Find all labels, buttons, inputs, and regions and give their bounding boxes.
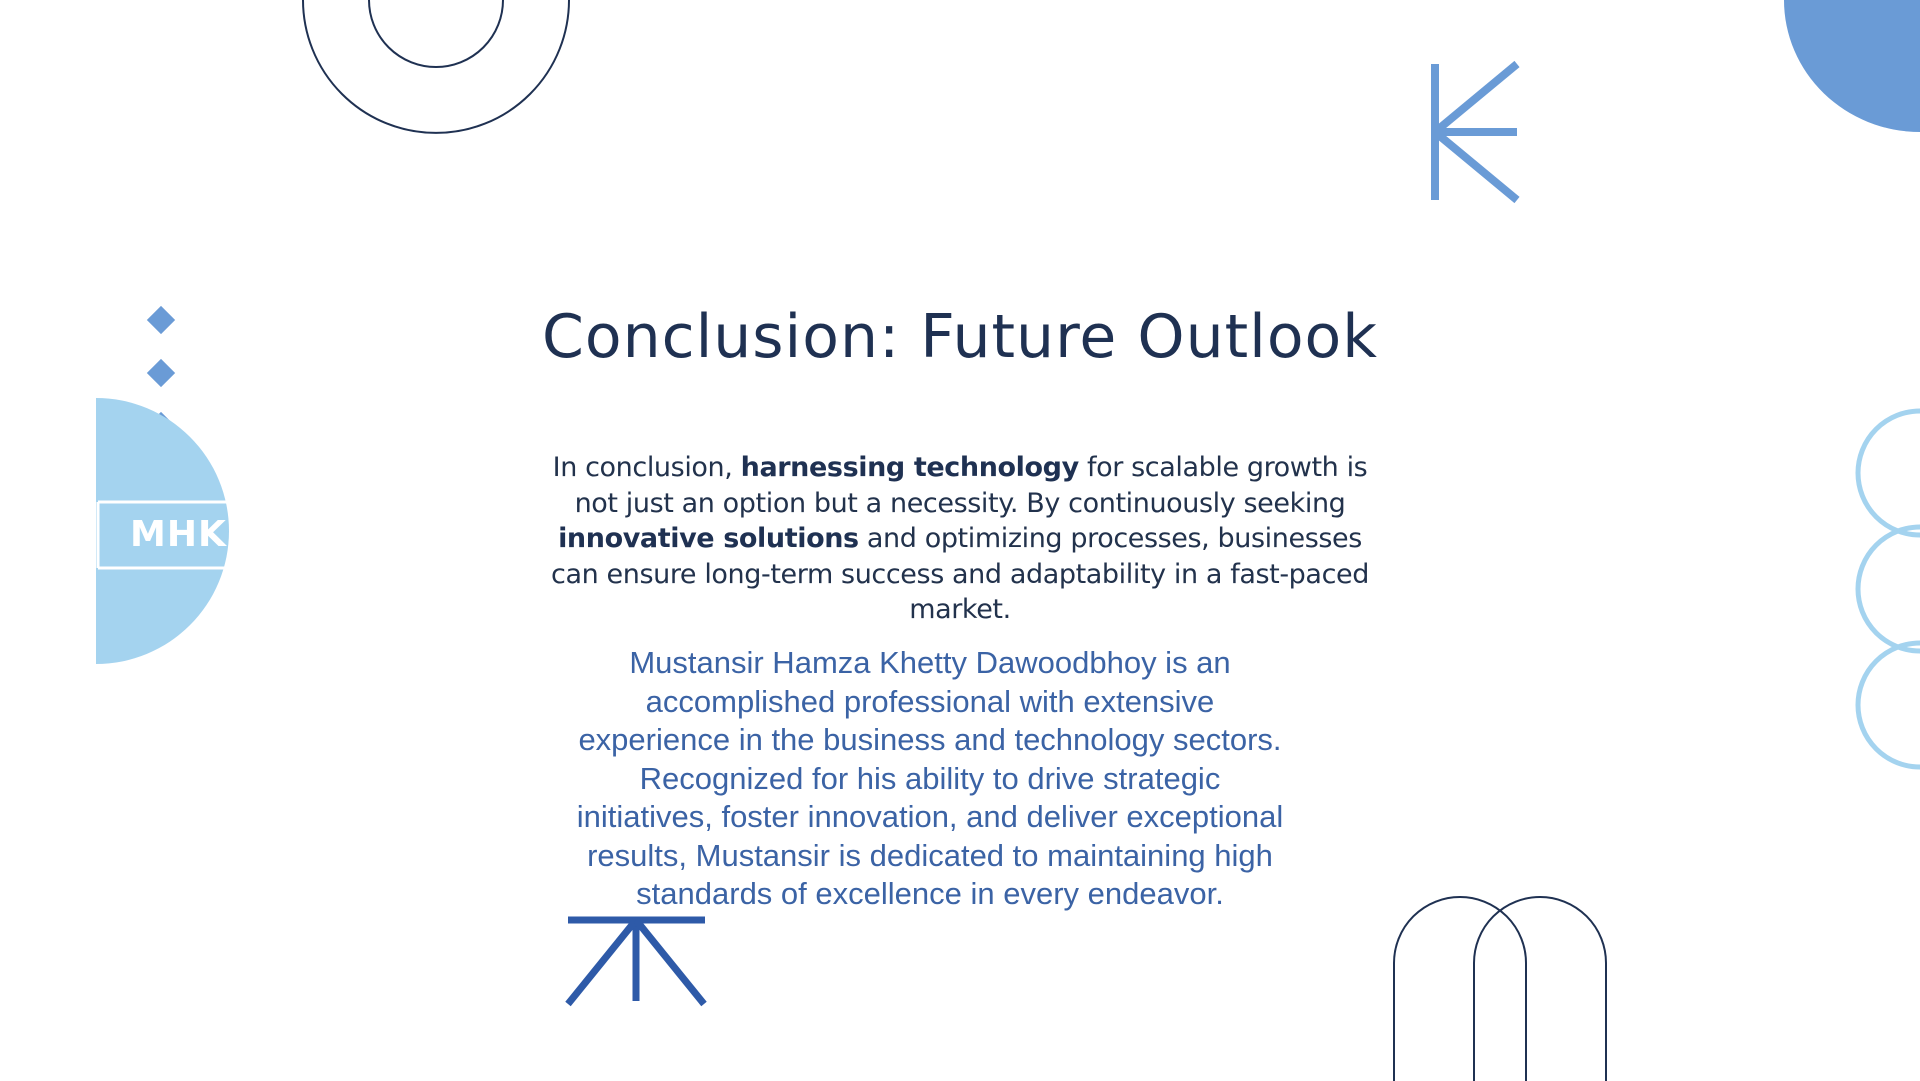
k-arrow-decoration — [1435, 64, 1517, 200]
conclusion-text-2: for scalable growth is not just an option but a necessity. By continuously seeking — [574, 452, 1368, 519]
asterisk-decoration — [568, 920, 705, 1004]
conclusion-text-1: In conclusion, — [552, 452, 741, 483]
conclusion-emphasis-2: innovative solutions — [558, 523, 859, 554]
conclusion-paragraph — [540, 450, 1380, 628]
logo-text: MHKD — [130, 514, 258, 555]
arches-decoration — [1394, 897, 1606, 1081]
bio-paragraph: Mustansir Hamza Khetty Dawoodbhoy is an accomplished professional with extensive experience in the business and technology sectors. Recognized for his ability to drive strategic initiatives, foster innovation, and deliver exceptional results, Mustansir is dedicated to maintaining high standards of excellence in every endeavor. — [576, 645, 1284, 911]
quarter-circle-decoration — [1784, 0, 1920, 132]
concentric-arcs-decoration — [303, 0, 569, 133]
conclusion-emphasis-1: harnessing technology — [740, 452, 1079, 483]
slide-title: Conclusion: Future Outlook — [541, 302, 1379, 372]
stacked-circles-decoration — [1858, 411, 1920, 767]
conclusion-text-3: and optimizing processes, businesses can ensure long-term success and adaptability in a fast-paced market. — [551, 523, 1369, 625]
